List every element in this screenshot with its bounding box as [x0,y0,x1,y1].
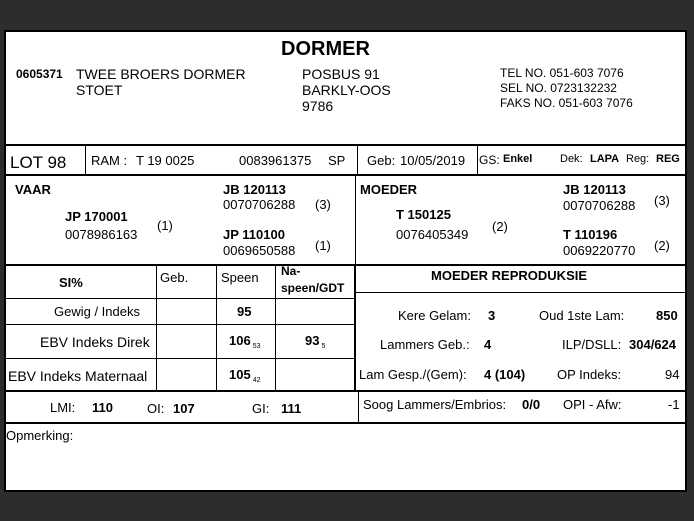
faks-number: FAKS NO. 051-603 7076 [500,96,633,110]
tel-number: TEL NO. 051-603 7076 [500,66,624,80]
dek-value: LAPA [590,153,620,165]
divider [6,144,685,146]
divider [85,146,86,174]
divider [156,266,157,391]
kere-label: Kere Gelam: [398,308,471,323]
divider [477,146,478,174]
dek-label: Dek: [560,153,583,165]
geb-value: 10/05/2019 [400,153,466,168]
vaar-label: VAAR [15,182,51,197]
soog-value: 0/0 [522,397,541,412]
row-ebv-maternaal-label: EBV Indeks Maternaal [8,368,148,384]
divider [216,266,217,391]
vaar-sire: JB 120113 [223,182,286,197]
si-header: SI% [59,275,83,290]
geb-header: Geb. [160,270,189,285]
divider [354,266,356,391]
vaar-grade: (1) [157,218,173,233]
op-value: 94 [665,367,680,382]
moeder-dam: T 110196 [563,227,618,242]
gi-label: GI: [252,401,270,416]
vaar-dam: JP 110100 [223,227,285,242]
row-ebv-maternaal-speen-sub: 42 [252,377,261,384]
divider [6,264,685,266]
row-ebv-direk-speen [229,334,261,350]
divider [6,390,685,392]
divider [6,422,685,424]
soog-label: Soog Lammers/Embrios: [363,397,507,412]
speen-header: Speen [221,270,259,285]
moeder-dam-grade: (2) [654,238,670,253]
moeder-grade: (2) [492,219,508,234]
row-gewig-speen: 95 [237,304,252,319]
opi-label: OPI - Afw: [563,397,622,412]
oud-label: Oud 1ste Lam: [539,308,625,323]
oud-value: 850 [656,308,678,323]
lot-card [4,30,687,492]
row-ebv-direk-naspeen-sub: 5 [321,343,326,350]
divider [6,298,356,299]
address-line-3: 9786 [302,98,334,114]
moeder-id: 0076405349 [396,227,469,242]
page-title: DORMER [281,38,370,60]
ram-id: 0083961375 [239,153,312,168]
vaar-sire-id: 0070706288 [223,197,296,212]
lmi-label: LMI: [50,400,76,415]
naspeen-header-2: speen/GDT [281,281,345,295]
divider [355,176,356,264]
divider [275,266,276,391]
repro-title: MOEDER REPRODUKSIE [431,268,588,283]
stud-name: TWEE BROERS DORMER [76,66,246,82]
opi-value: -1 [668,397,680,412]
bottom-strip [0,492,694,521]
address-line-1: POSBUS 91 [302,66,380,82]
stud-id: 0605371 [16,67,63,81]
lammers-label: Lammers Geb.: [380,337,470,352]
row-gewig-label: Gewig / Indeks [54,304,140,319]
divider [6,174,685,176]
lamgesp-value: 4 (104) [484,367,526,382]
row-ebv-direk-label: EBV Indeks Direk [40,334,150,350]
op-label: OP Indeks: [557,367,622,382]
divider [6,324,356,325]
vaar-dam-id: 0069650588 [223,243,296,258]
lmi-value: 110 [92,400,113,415]
divider [356,292,685,293]
row-ebv-maternaal-speen [229,368,261,384]
ilp-label: ILP/DSLL: [562,337,622,352]
divider [357,146,358,174]
naspeen-header: Na- [281,264,301,278]
vaar-jp: JP 170001 [65,209,128,224]
stud-name-2: STOET [76,82,123,98]
moeder-sire-id: 0070706288 [563,198,636,213]
gs-value: Enkel [503,153,533,165]
vaar-sire-grade: (3) [315,197,331,212]
gs-label: GS: [479,153,500,167]
moeder-sire-grade: (3) [654,193,670,208]
moeder-sire: JB 120113 [563,182,626,197]
sel-number: SEL NO. 0723132232 [500,81,617,95]
lamgesp-label: Lam Gesp./(Gem): [359,367,467,382]
ram-sp: SP [328,153,346,168]
row-ebv-maternaal-speen-value: 105 [229,367,251,382]
ram-value: T 19 0025 [136,153,195,168]
vaar-dam-grade: (1) [315,238,331,253]
oi-label: OI: [147,401,165,416]
vaar-id: 0078986163 [65,227,138,242]
reg-label: Reg: [626,153,650,165]
moeder-t: T 150125 [396,207,451,222]
ilp-value: 304/624 [629,337,676,352]
row-ebv-direk-naspeen-value: 93 [305,333,320,348]
row-ebv-direk-speen-sub: 53 [252,343,261,350]
ram-label: RAM : [91,153,128,168]
address-line-2: BARKLY-OOS [302,82,391,98]
divider [358,392,359,424]
lot-number: LOT 98 [10,153,67,172]
moeder-dam-id: 0069220770 [563,243,636,258]
remarks-label: Opmerking: [6,428,74,443]
lammers-value: 4 [484,337,492,352]
moeder-label: MOEDER [360,182,418,197]
divider [6,358,356,359]
gi-value: 111 [281,401,302,416]
reg-value: REG [656,153,680,165]
kere-value: 3 [488,308,496,323]
geb-label: Geb: [367,153,396,168]
oi-value: 107 [173,401,195,416]
row-ebv-direk-speen-value: 106 [229,333,251,348]
row-ebv-direk-naspeen [305,334,325,350]
